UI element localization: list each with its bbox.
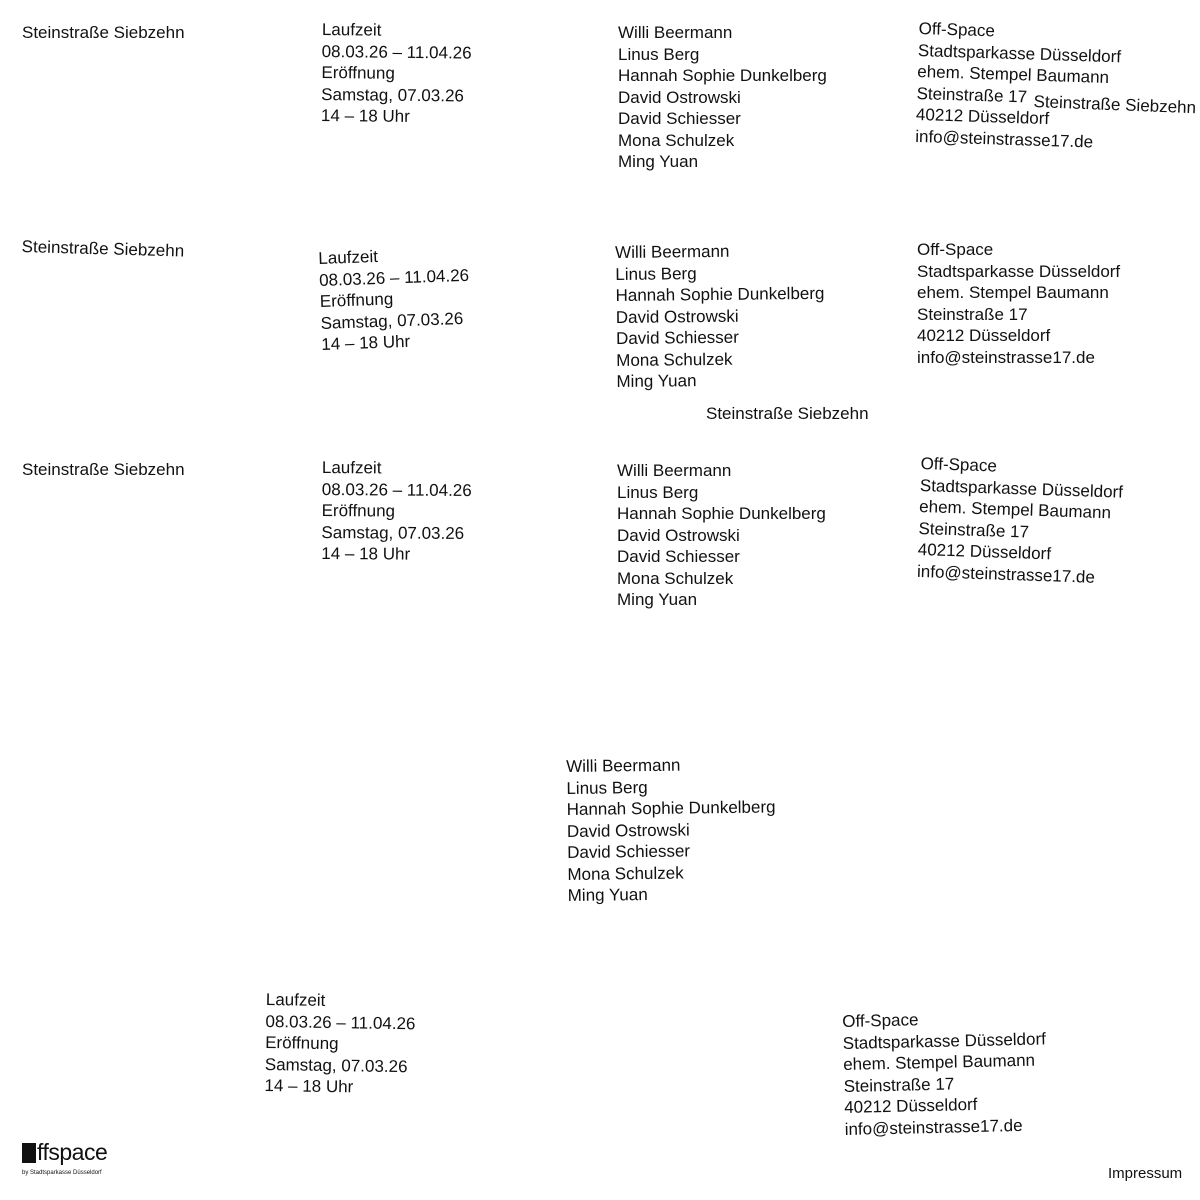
- dates-block: [264, 989, 416, 1099]
- dates-range: 08.03.26 – 11.04.26: [265, 1011, 416, 1033]
- artist-name: Mona Schulzek: [617, 568, 734, 588]
- site-title[interactable]: Steinstraße Siebzehn: [21, 236, 185, 261]
- dates-block: [321, 457, 472, 566]
- artist-name: Willi Beermann: [617, 461, 732, 480]
- site-title[interactable]: Steinstraße Siebzehn: [22, 23, 185, 42]
- dates-block: [318, 243, 472, 356]
- venue-email-link[interactable]: info@steinstrasse17.de: [914, 126, 1094, 152]
- venue-name: Off-Space: [917, 240, 994, 259]
- artist-name: David Schiesser: [617, 547, 740, 566]
- venue-building: ehem. Stempel Baumann: [842, 1050, 1036, 1074]
- opening-date: Samstag, 07.03.26: [320, 308, 464, 333]
- artist-name: Linus Berg: [617, 482, 699, 502]
- venue-building: ehem. Stempel Baumann: [917, 61, 1110, 87]
- artist-name: David Ostrowski: [615, 306, 739, 327]
- artist-name: Ming Yuan: [567, 885, 648, 905]
- artist-name: Ming Yuan: [618, 152, 699, 171]
- dates-label: Laufzeit: [321, 19, 382, 40]
- venue-email-link[interactable]: info@steinstrasse17.de: [916, 561, 1096, 587]
- venue-street: Steinstraße 17: [916, 83, 1028, 106]
- dates-range: 08.03.26 – 11.04.26: [321, 479, 472, 500]
- site-title[interactable]: Steinstraße Siebzehn: [22, 460, 185, 479]
- artist-name: David Schiesser: [567, 841, 691, 862]
- venue-name: Off-Space: [918, 18, 996, 41]
- venue-block: [917, 453, 1124, 589]
- artist-name: Hannah Sophie Dunkelberg: [615, 283, 825, 305]
- artist-name: David Schiesser: [618, 109, 741, 128]
- opening-date: Samstag, 07.03.26: [321, 522, 465, 543]
- logo-mark-icon: [22, 1143, 36, 1163]
- venue-city: 40212 Düsseldorf: [917, 539, 1052, 564]
- venue-email-link[interactable]: info@steinstrasse17.de: [917, 347, 1095, 367]
- opening-date: Samstag, 07.03.26: [321, 84, 465, 105]
- opening-time: 14 – 18 Uhr: [320, 105, 410, 126]
- venue-block: [917, 239, 1120, 368]
- opening-label: Eröffnung: [319, 289, 394, 311]
- artist-name: Ming Yuan: [616, 371, 697, 391]
- venue-building: ehem. Stempel Baumann: [917, 283, 1109, 302]
- site-title-floating[interactable]: Steinstraße Siebzehn: [706, 404, 869, 423]
- logo-subline: by Stadtsparkasse Düsseldorf: [22, 1170, 102, 1176]
- artist-name: Linus Berg: [566, 777, 648, 798]
- opening-label: Eröffnung: [321, 62, 395, 83]
- artist-name: David Ostrowski: [566, 819, 690, 841]
- venue-city: 40212 Düsseldorf: [843, 1094, 978, 1117]
- venue-city: 40212 Düsseldorf: [917, 326, 1051, 345]
- artist-name: David Ostrowski: [617, 525, 740, 545]
- artist-name: Willi Beermann: [566, 755, 681, 776]
- venue-email-link[interactable]: info@steinstrasse17.de: [844, 1115, 1023, 1139]
- artist-name: Hannah Sophie Dunkelberg: [618, 66, 827, 85]
- venue-sponsor: Stadtsparkasse Düsseldorf: [917, 261, 1121, 281]
- offspace-logo[interactable]: [22, 1139, 132, 1183]
- venue-sponsor: Stadtsparkasse Düsseldorf: [919, 475, 1124, 502]
- venue-street: Steinstraße 17: [843, 1073, 955, 1096]
- site-title-overlap[interactable]: Steinstraße Siebzehn: [1033, 91, 1197, 118]
- venue-block: [842, 1006, 1048, 1140]
- venue-building: ehem. Stempel Baumann: [918, 496, 1112, 523]
- artists-block: [566, 753, 777, 906]
- impressum-link[interactable]: Impressum: [1108, 1165, 1183, 1182]
- opening-time: 14 – 18 Uhr: [264, 1075, 354, 1097]
- artist-name: Hannah Sophie Dunkelberg: [617, 504, 826, 523]
- venue-sponsor: Stadtsparkasse Düsseldorf: [842, 1028, 1047, 1053]
- logo-wordmark: ffspace: [37, 1139, 108, 1165]
- venue-street: Steinstraße 17: [917, 304, 1028, 324]
- opening-time: 14 – 18 Uhr: [321, 543, 411, 564]
- opening-label: Eröffnung: [321, 500, 396, 521]
- artist-name: Hannah Sophie Dunkelberg: [566, 797, 776, 819]
- artist-name: David Ostrowski: [618, 87, 741, 107]
- venue-block: [915, 18, 1122, 153]
- artists-block: [615, 240, 825, 393]
- dates-range: 08.03.26 – 11.04.26: [321, 41, 472, 63]
- artist-name: Linus Berg: [618, 44, 700, 64]
- artist-name: David Schiesser: [615, 327, 739, 348]
- opening-time: 14 – 18 Uhr: [321, 331, 411, 354]
- venue-name: Off-Space: [920, 453, 998, 476]
- artist-name: Mona Schulzek: [616, 349, 733, 370]
- venue-street: Steinstraße 17: [918, 518, 1030, 542]
- dates-label: Laufzeit: [321, 457, 382, 478]
- artist-name: Ming Yuan: [617, 590, 698, 609]
- artist-name: Mona Schulzek: [567, 863, 684, 884]
- dates-block: [321, 19, 472, 128]
- venue-sponsor: Stadtsparkasse Düsseldorf: [917, 40, 1122, 66]
- artist-name: Willi Beermann: [618, 23, 733, 42]
- artists-block: [618, 22, 827, 173]
- dates-label: Laufzeit: [318, 246, 379, 268]
- dates-range: 08.03.26 – 11.04.26: [318, 265, 470, 290]
- venue-city: 40212 Düsseldorf: [915, 104, 1050, 129]
- venue-name: Off-Space: [842, 1010, 919, 1031]
- dates-label: Laufzeit: [265, 989, 326, 1010]
- artist-name: Willi Beermann: [615, 241, 730, 262]
- artists-block: [617, 460, 826, 611]
- artist-name: Linus Berg: [615, 263, 697, 284]
- opening-label: Eröffnung: [265, 1032, 339, 1054]
- opening-date: Samstag, 07.03.26: [264, 1054, 408, 1076]
- artist-name: Mona Schulzek: [618, 130, 735, 150]
